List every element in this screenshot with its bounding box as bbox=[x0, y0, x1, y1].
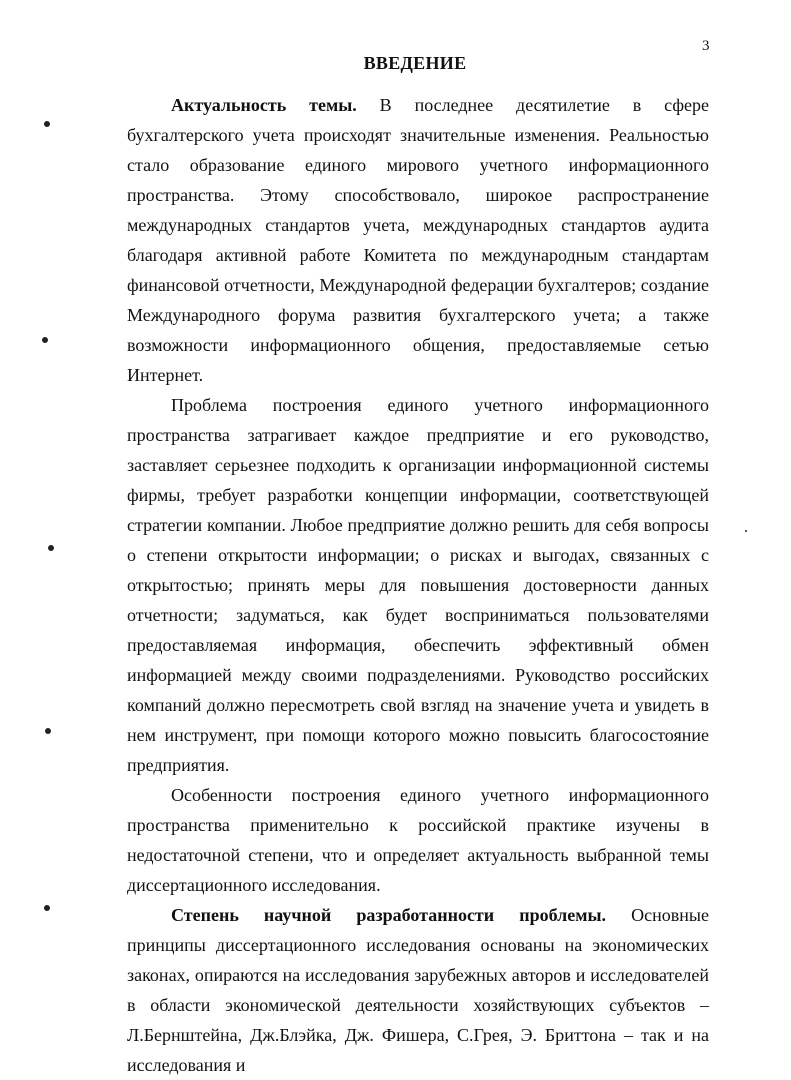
paragraph-text: Проблема построения единого учетного информационного пространства затрагивает каждое предприятие и его руководство, заставляет серьезнее подходить к организации информационной системы фирмы, требует разработки концепции информации, соответствующей стратегии компании. Любое предприятие должно решить для себя вопросы о степени открытости информации; о рисках и выгодах, связанных с открытостью; принять меры для повышения достоверности данных отчетности; задуматься, как будет восприниматься пользователями предоставляемая информация, обеспечить эффективный обмен информацией между своими подразделениями. Руководство российских компаний должно пересмотреть свой взгляд на значение учета и увидеть в нем инструмент, при помощи которого можно повысить благосостояние предприятия. bbox=[127, 395, 709, 775]
scan-speck bbox=[745, 530, 747, 532]
paragraph-relevance bbox=[127, 90, 709, 390]
paragraph-text: В последнее десятилетие в сфере бухгалтерского учета происходят значительные изменения. Реальностью стало образование единого мирового учетного информационного пространства. Этому способствовало, широкое распространение международных стандартов учета, международных стандартов аудита благодаря активной работе Комитета по международным стандартам финансовой отчетности, Международной федерации бухгалтеров; создание Международного форума развития бухгалтерского учета; а также возможности информационного общения, предоставляемые сетью Интернет. bbox=[127, 95, 709, 385]
scan-speck bbox=[44, 905, 50, 911]
document-body bbox=[127, 90, 709, 1080]
scan-speck bbox=[42, 337, 48, 343]
paragraph-features bbox=[127, 780, 709, 900]
paragraph-problem bbox=[127, 390, 709, 780]
paragraph-research-degree bbox=[127, 900, 709, 1080]
scan-speck bbox=[44, 121, 50, 127]
page-number: 3 bbox=[702, 38, 710, 54]
paragraph-text: Особенности построения единого учетного информационного пространства применительно к российской практике изучены в недостаточной степени, что и определяет актуальность выбранной темы диссертационного исследования. bbox=[127, 785, 709, 895]
paragraph-text: Основные принципы диссертационного исследования основаны на экономических законах, опираются на исследования зарубежных авторов и исследователей в области экономической деятельности хозяйствующих субъектов – Л.Бернштейна, Дж.Блэйка, Дж. Фишера, С.Грея, Э. Бриттона – так и на исследования и bbox=[127, 905, 709, 1075]
page-title: ВВЕДЕНИЕ bbox=[363, 53, 467, 73]
paragraph-lead: Степень научной разработанности проблемы. bbox=[171, 905, 607, 925]
paragraph-lead: Актуальность темы. bbox=[171, 95, 357, 115]
scan-speck bbox=[48, 545, 54, 551]
scan-speck bbox=[45, 728, 51, 734]
